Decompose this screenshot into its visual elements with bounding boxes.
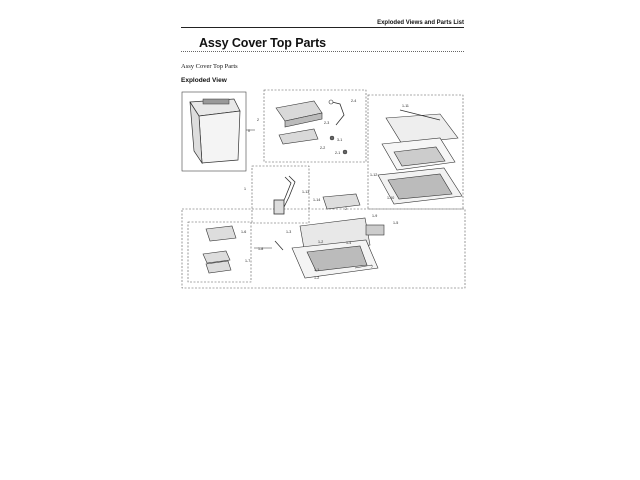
callout-1-13: 1-13 — [302, 190, 310, 194]
section-heading: Exploded View — [181, 77, 227, 84]
group-frame-1 — [252, 166, 309, 223]
callout-3-1: 3-1 — [337, 138, 343, 142]
callout-1-8: 1-8 — [258, 247, 264, 251]
callout-2: 2 — [257, 118, 259, 122]
callout-2-3: 2-3 — [324, 121, 330, 125]
page-subtitle: Assy Cover Top Parts — [181, 63, 238, 70]
washer-cabinet — [182, 92, 246, 171]
dispenser-part — [203, 226, 236, 273]
hose-part — [274, 176, 295, 214]
callout-2-4: 2-4 — [351, 99, 357, 103]
page-title: Assy Cover Top Parts — [199, 36, 326, 50]
lid-assembly — [378, 114, 462, 204]
callout-1-12: 1-12 — [370, 173, 378, 177]
callout-7: 7 — [371, 265, 373, 269]
callout-3: 2 — [345, 207, 347, 211]
callout-1: 1 — [244, 187, 246, 191]
callout-1-7: 1-7 — [245, 259, 251, 263]
callout-1-1: 1-1 — [314, 268, 320, 272]
detergent-drawer-part — [276, 101, 322, 144]
header-text: Exploded Views and Parts List — [377, 20, 464, 26]
callout-1-3: 1-3 — [286, 230, 292, 234]
callout-2-1: 2-1 — [335, 151, 341, 155]
callout-1-14: 1-14 — [313, 198, 321, 202]
callout-2-2: 2-2 — [320, 146, 326, 150]
callout-1-4: 1-4 — [346, 241, 352, 245]
callout-1-10: 1-10 — [387, 196, 395, 200]
callout-1-2: 1-2 — [318, 240, 324, 244]
callout-1-9: 1-9 — [372, 214, 378, 218]
callout-1-6: 1-6 — [241, 230, 247, 234]
callout-1-5: 1-5 — [393, 221, 399, 225]
callout-1-12b: 1-2 — [314, 276, 320, 280]
callout-0: 0 — [248, 129, 250, 133]
control-panel-part — [292, 194, 378, 278]
callout-1-11: 1-11 — [402, 104, 409, 108]
